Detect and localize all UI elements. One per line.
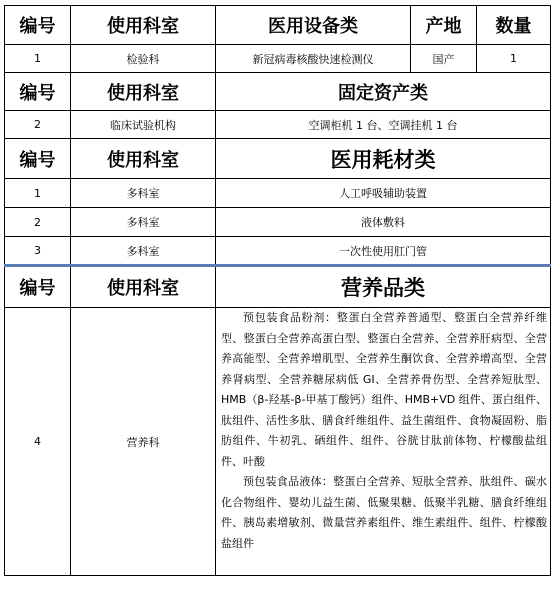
cell-dept: 多科室 [71, 208, 216, 237]
cell-item: 一次性使用肛门管 [216, 237, 551, 266]
table-header-row [5, 73, 551, 111]
cell-no: 4 [5, 308, 71, 576]
paragraph-liquid: 预包装食品液体：整蛋白全营养、短肽全营养、肽组件、碳水化合物组件、婴幼儿益生菌、低聚果糖、低聚半乳糖、膳食纤维组件、胰岛素增敏剂、微量营养素组件、维生素组件、组件、柠檬酸盐组件 [221, 475, 547, 550]
table-row [5, 45, 551, 73]
header-dept: 使用科室 [71, 73, 216, 111]
procurement-table [4, 5, 551, 576]
cell-no: 2 [5, 111, 71, 139]
cell-item-description [216, 308, 551, 576]
cell-no: 2 [5, 208, 71, 237]
cell-dept: 多科室 [71, 237, 216, 266]
table-row [5, 308, 551, 576]
cell-item: 液体敷料 [216, 208, 551, 237]
header-no: 编号 [5, 139, 71, 179]
header-category: 固定资产类 [216, 73, 551, 111]
cell-no: 3 [5, 237, 71, 266]
cell-item: 新冠病毒核酸快速检测仪 [216, 45, 411, 73]
cell-dept: 多科室 [71, 179, 216, 208]
cell-qty: 1 [477, 45, 551, 73]
cell-dept: 营养科 [71, 308, 216, 576]
procurement-document [4, 5, 550, 576]
header-category: 医用耗材类 [216, 139, 551, 179]
header-dept: 使用科室 [71, 139, 216, 179]
table-row [5, 111, 551, 139]
header-origin: 产地 [411, 6, 477, 45]
header-no: 编号 [5, 266, 71, 308]
header-no: 编号 [5, 6, 71, 45]
header-dept: 使用科室 [71, 6, 216, 45]
table-row [5, 208, 551, 237]
header-category: 医用设备类 [216, 6, 411, 45]
header-dept: 使用科室 [71, 266, 216, 308]
header-qty: 数量 [477, 6, 551, 45]
header-category: 营养品类 [216, 266, 551, 308]
table-header-row [5, 139, 551, 179]
paragraph-powder: 预包装食品粉剂：整蛋白全营养普通型、整蛋白全营养纤维型、整蛋白全营养高蛋白型、整蛋白全营养、全营养肝病型、全营养高能型、全营养增肌型、全营养生酮饮食、全营养增高型、全营养肾病型、全营养糖尿病低 GI、全营养骨伤型、全营养短肽型、HMB（β-羟基-β-甲基丁酸钙）组件、HMB+VD 组件、蛋白组件、肽组件、活性多肽、膳食纤维组件、益生菌组件、食物凝固粉、脂肪组件、牛初乳、硒组件、组件、谷胱甘肽前体物、柠檬酸盐组件、叶酸 [221, 311, 547, 468]
cell-item: 人工呼吸辅助装置 [216, 179, 551, 208]
cell-dept: 临床试验机构 [71, 111, 216, 139]
cell-dept: 检验科 [71, 45, 216, 73]
table-row [5, 179, 551, 208]
cell-no: 1 [5, 45, 71, 73]
table-header-row [5, 6, 551, 45]
cell-no: 1 [5, 179, 71, 208]
table-row [5, 237, 551, 266]
cell-origin: 国产 [411, 45, 477, 73]
table-header-row [5, 266, 551, 308]
cell-item: 空调柜机 1 台、空调挂机 1 台 [216, 111, 551, 139]
header-no: 编号 [5, 73, 71, 111]
